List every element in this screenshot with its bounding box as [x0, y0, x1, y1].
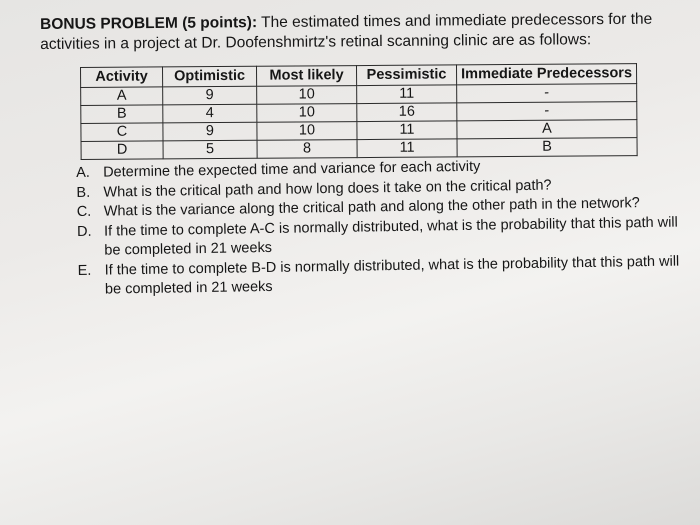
column-header-activity: Activity: [81, 67, 163, 88]
question-text: Determine the expected time and variance for each activity: [103, 158, 481, 181]
cell-predecessors: -: [457, 102, 637, 121]
question-text: If the time to complete A-C is normally distributed, what is the probability that this path will be completed in 21 weeks: [103, 214, 678, 259]
question-letter: C.: [76, 203, 92, 220]
cell-activity: A: [81, 87, 163, 106]
question-text: What is the variance along the critical path and along the other path in the network?: [103, 195, 640, 220]
question-text: If the time to complete B-D is normally distributed, what is the probability that this path will be completed in 21 weeks: [104, 253, 680, 298]
cell-pessimistic: 11: [357, 139, 457, 158]
question-item: [78, 252, 689, 301]
cell-predecessors: -: [457, 84, 637, 103]
cell-most-likely: 10: [257, 122, 357, 141]
cell-activity: D: [81, 141, 163, 160]
cell-most-likely: 8: [257, 140, 357, 159]
activity-table: [80, 63, 638, 160]
question-list: [76, 154, 688, 300]
problem-statement: [40, 9, 680, 55]
problem-intro: The estimated times and immediate predecessors for the activities in a project at Dr. Doofenshmirtz's retinal scanning clinic are as follows:: [40, 10, 653, 53]
cell-optimistic: 5: [163, 140, 257, 159]
cell-optimistic: 9: [163, 122, 257, 141]
cell-pessimistic: 16: [357, 103, 457, 122]
question-letter: B.: [76, 184, 91, 201]
cell-pessimistic: 11: [357, 121, 457, 140]
problem-heading: BONUS PROBLEM (5 points):: [40, 14, 258, 33]
cell-most-likely: 10: [257, 86, 357, 105]
question-letter: E.: [77, 262, 92, 279]
cell-most-likely: 10: [257, 104, 357, 123]
question-letter: A.: [76, 164, 90, 181]
cell-predecessors: A: [457, 120, 637, 139]
question-text: What is the critical path and how long does it take on the critical path?: [103, 177, 552, 201]
column-header-pessimistic: Pessimistic: [356, 65, 456, 86]
cell-predecessors: B: [457, 138, 637, 157]
cell-optimistic: 4: [163, 104, 257, 123]
column-header-predecessors: Immediate Predecessors: [456, 64, 636, 85]
cell-activity: B: [81, 105, 163, 124]
cell-optimistic: 9: [163, 86, 257, 105]
column-header-most-likely: Most likely: [256, 66, 356, 87]
question-letter: D.: [76, 223, 92, 240]
cell-activity: C: [81, 123, 163, 142]
column-header-optimistic: Optimistic: [163, 66, 257, 87]
cell-pessimistic: 11: [357, 85, 457, 104]
